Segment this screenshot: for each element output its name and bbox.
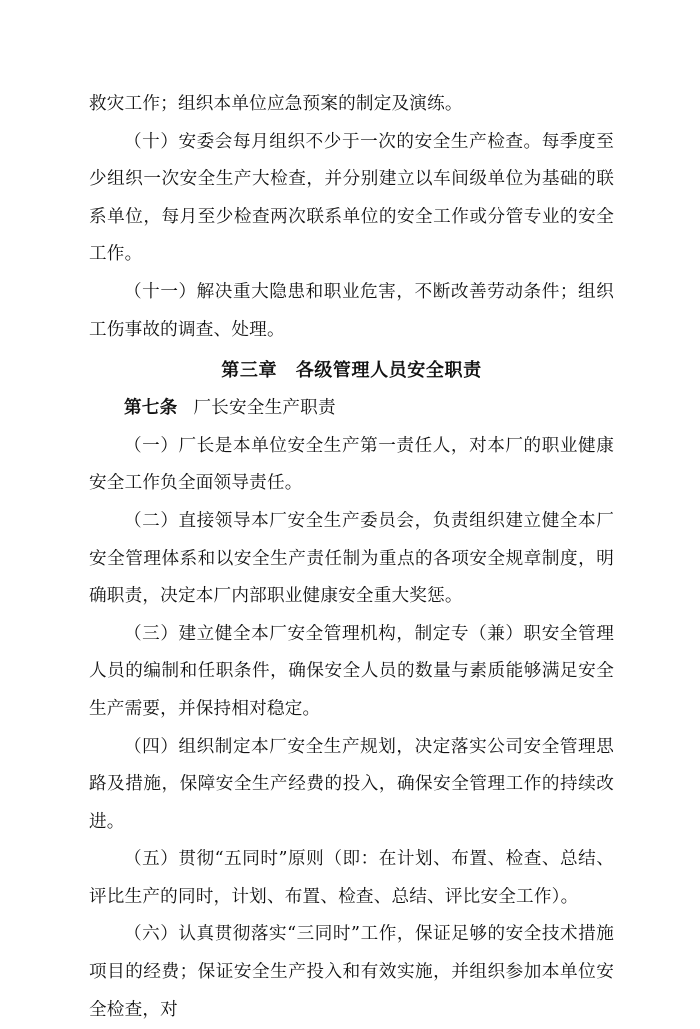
paragraph-item-4: （四）组织制定本厂安全生产规划，决定落实公司安全管理思路及措施，保障安全生产经费的投入，确保安全管理工作的持续改进。	[89, 736, 614, 832]
article-title: 厂长安全生产职责	[193, 398, 336, 419]
paragraph-item-11: （十一）解决重大隐患和职业危害，不断改善劳动条件；组织工伤事故的调查、处理。	[89, 281, 614, 340]
paragraph-item-5: （五）贯彻“五同时”原则（即：在计划、布置、检查、总结、评比生产的同时，计划、布置、检查、总结、评比安全工作）。	[89, 849, 614, 907]
paragraph-item-2: （二）直接领导本厂安全生产委员会，负责组织建立健全本厂安全管理体系和以安全生产责任制为重点的各项安全规章制度，明确职责，决定本厂内部职业健康安全重大奖惩。	[89, 510, 614, 607]
article-heading	[89, 389, 614, 428]
article-number: 第七条	[124, 397, 178, 419]
paragraph-continuation: 救灾工作；组织本单位应急预案的制定及演练。	[89, 94, 463, 114]
chapter-title: 第三章 各级管理人员安全职责	[221, 360, 482, 382]
paragraph-item-6: （六）认真贯彻落实“三同时”工作，保证足够的安全技术措施项目的经费；保证安全生产投入和有效实施，并组织参加本单位安全检查，对	[89, 924, 614, 1020]
paragraph-item-3: （三）建立健全本厂安全管理机构，制定专（兼）职安全管理人员的编制和任职条件，确保安全人员的数量与素质能够满足安全生产需要，并保持相对稳定。	[89, 623, 614, 719]
paragraph-item-1: （一）厂长是本单位安全生产第一责任人，对本厂的职业健康安全工作负全面领导责任。	[89, 435, 614, 494]
paragraph-item-10: （十）安委会每月组织不少于一次的安全生产检查。每季度至少组织一次安全生产大检查，并分别建立以车间级单位为基础的联系单位，每月至少检查两次联系单位的安全工作或分管专业的安全工作。	[89, 131, 614, 265]
